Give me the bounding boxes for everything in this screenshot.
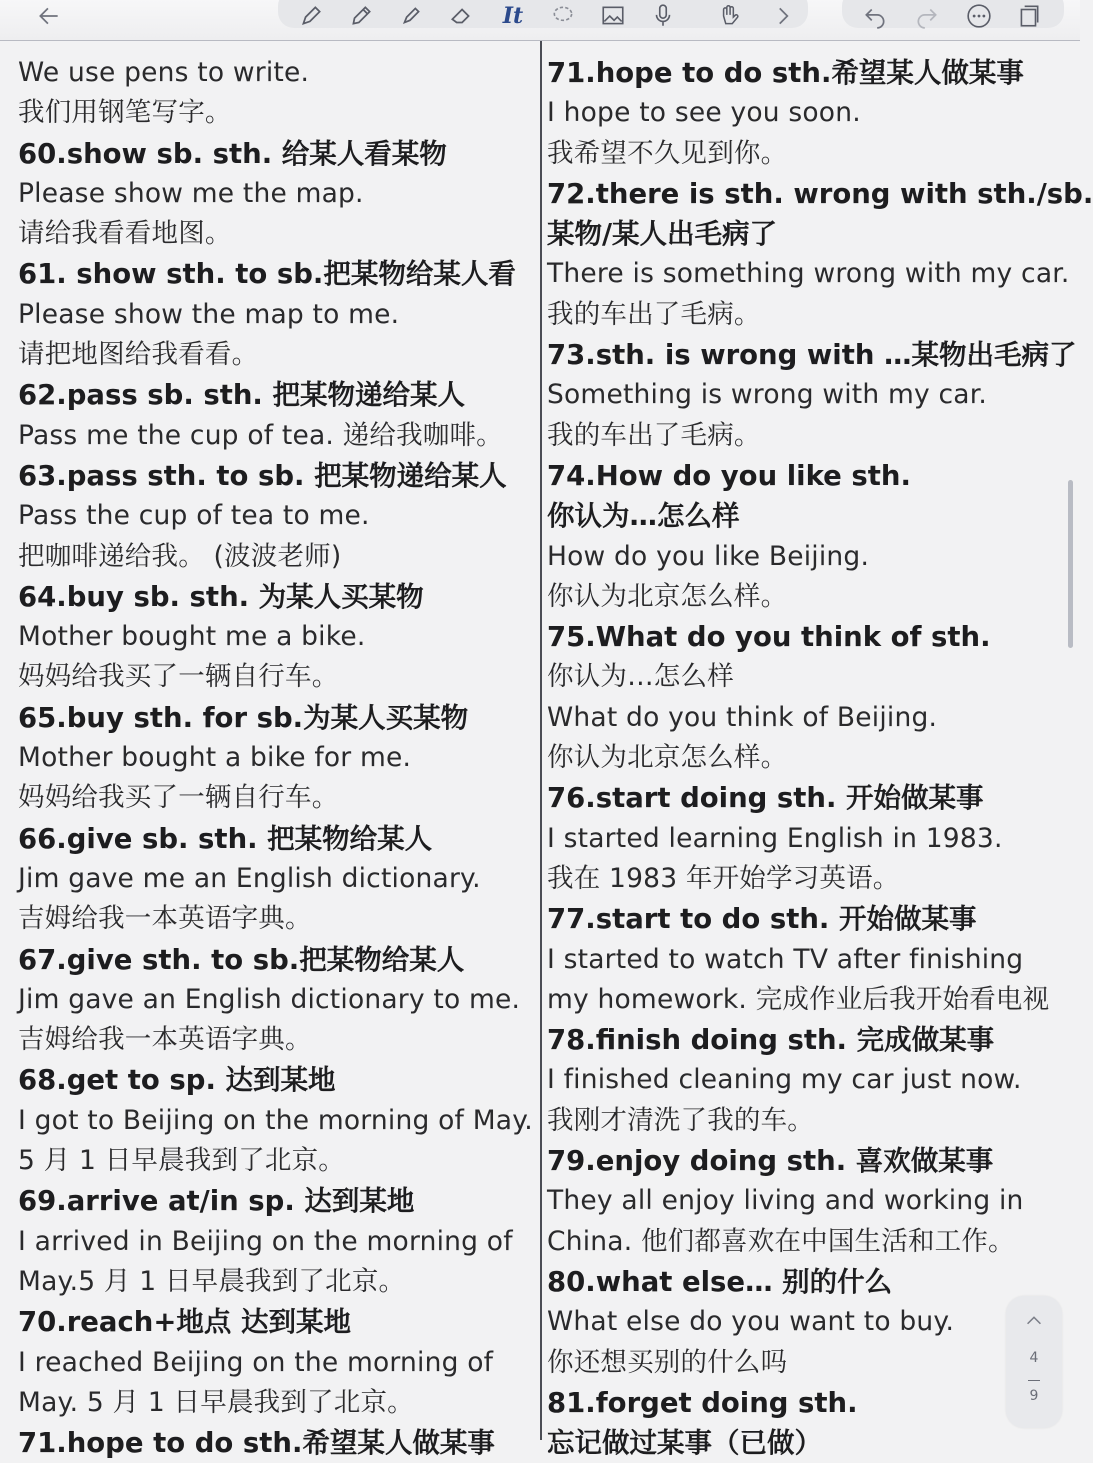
scrollbar[interactable] <box>1068 480 1073 648</box>
phrase-heading: 61. show sth. to sb.把某物给某人看 <box>18 258 516 291</box>
image-icon[interactable] <box>596 0 630 32</box>
page-navigator <box>1006 1296 1062 1428</box>
eraser-icon[interactable] <box>444 0 478 32</box>
phrase-heading: 78.finish doing sth. 完成做某事 <box>547 1024 995 1057</box>
example-line: 吉姆给我一本英语字典。 <box>18 903 312 935</box>
phrase-heading: 69.arrive at/in sp. 达到某地 <box>18 1185 415 1218</box>
example-line: I started learning English in 1983. <box>547 822 1003 854</box>
example-line: I hope to see you soon. <box>547 97 861 129</box>
phrase-heading: 77.start to do sth. 开始做某事 <box>547 903 977 936</box>
hand-icon[interactable] <box>712 0 746 32</box>
phrase-heading: 73.sth. is wrong with …某物出毛病了 <box>547 339 1077 372</box>
note-page[interactable] <box>0 41 1093 1460</box>
pages-icon[interactable] <box>1012 0 1046 32</box>
example-line: 吉姆给我一本英语字典。 <box>18 1024 312 1056</box>
example-line: 你认为…怎么样 <box>547 661 734 693</box>
phrase-heading: 71.hope to do sth.希望某人做某事 <box>18 1427 495 1460</box>
example-line: May.5 月 1 日早晨我到了北京。 <box>18 1265 406 1297</box>
undo-icon[interactable] <box>858 0 892 32</box>
page-separator <box>1028 1380 1040 1381</box>
phrase-heading: 81.forget doing sth. <box>547 1386 858 1419</box>
highlighter-icon[interactable] <box>394 0 428 32</box>
example-line: How do you like Beijing. <box>547 540 870 572</box>
example-line: 你认为北京怎么样。 <box>547 742 788 774</box>
example-line: What else do you want to buy. <box>547 1306 955 1338</box>
phrase-heading: 71.hope to do sth.希望某人做某事 <box>547 57 1024 89</box>
example-line: They all enjoy living and working in <box>547 1185 1024 1217</box>
example-line: Pass the cup of tea to me. <box>18 500 370 532</box>
phrase-heading: 76.start doing sth. 开始做某事 <box>547 782 984 815</box>
example-line: Jim gave me an English dictionary. <box>18 862 481 894</box>
example-line: Jim gave an English dictionary to me. <box>18 983 521 1015</box>
example-line: 请给我看看地图。 <box>18 218 232 250</box>
total-page-count: 9 <box>1029 1388 1039 1404</box>
example-line: What do you think of Beijing. <box>547 701 938 733</box>
phrase-heading: 66.give sb. sth. 把某物给某人 <box>18 822 433 855</box>
phrase-heading: 某物/某人出毛病了 <box>547 218 778 251</box>
phrase-heading: 80.what else… 别的什么 <box>547 1265 893 1298</box>
pen-icon[interactable] <box>294 0 328 32</box>
phrase-heading: 75.What do you think of sth. <box>547 621 991 654</box>
right-column <box>547 53 1093 1463</box>
example-line: Mother bought a bike for me. <box>18 742 412 774</box>
example-line: I arrived in Beijing on the morning of <box>18 1225 513 1257</box>
example-line: 你还想买别的什么吗 <box>547 1346 788 1378</box>
example-line: I got to Beijing on the morning of May. <box>18 1104 533 1136</box>
example-line: 妈妈给我买了一辆自行车。 <box>18 782 339 814</box>
example-line: 我刚才清洗了我的车。 <box>547 1104 814 1136</box>
phrase-heading: 79.enjoy doing sth. 喜欢做某事 <box>547 1145 994 1178</box>
text-tool-icon[interactable]: It <box>502 3 524 29</box>
example-line: There is something wrong with my car. <box>547 258 1070 290</box>
example-line: China. 他们都喜欢在中国生活和工作。 <box>547 1225 1015 1257</box>
column-divider <box>540 41 542 1440</box>
redo-icon[interactable] <box>910 0 944 32</box>
phrase-heading: 70.reach+地点 达到某地 <box>18 1306 351 1339</box>
example-line: 我希望不久见到你。 <box>547 137 788 169</box>
example-line: 5 月 1 日早晨我到了北京。 <box>18 1145 345 1177</box>
phrase-heading: 65.buy sth. for sb.为某人买某物 <box>18 701 469 734</box>
more-icon[interactable] <box>962 0 996 32</box>
example-line: Pass me the cup of tea. 递给我咖啡。 <box>18 419 503 451</box>
lasso-icon[interactable] <box>546 0 580 32</box>
phrase-heading: 64.buy sb. sth. 为某人买某物 <box>18 580 424 613</box>
example-line: I finished cleaning my car just now. <box>547 1064 1022 1096</box>
phrase-heading: 忘记做过某事（已做） <box>547 1427 822 1460</box>
phrase-heading: 67.give sth. to sb.把某物给某人 <box>18 943 465 976</box>
current-page-number: 4 <box>1029 1350 1039 1366</box>
example-line: I started to watch TV after finishing <box>547 943 1024 975</box>
page-up-button[interactable] <box>1006 1310 1062 1336</box>
example-line: 我的车出了毛病。 <box>547 419 761 451</box>
phrase-heading: 72.there is sth. wrong with sth./sb. <box>547 177 1093 210</box>
phrase-heading: 74.How do you like sth. <box>547 459 911 492</box>
example-line: I reached Beijing on the morning of <box>18 1346 494 1378</box>
example-line: May. 5 月 1 日早晨我到了北京。 <box>18 1386 414 1418</box>
example-line: Mother bought me a bike. <box>18 621 366 653</box>
phrase-heading: 68.get to sp. 达到某地 <box>18 1064 336 1097</box>
toolbar <box>0 0 1080 41</box>
example-line: 把咖啡递给我。 (波波老师) <box>18 540 342 572</box>
phrase-heading: 63.pass sth. to sb. 把某物递给某人 <box>18 459 507 492</box>
example-line: Something is wrong with my car. <box>547 379 988 411</box>
microphone-icon[interactable] <box>646 0 680 32</box>
example-line: 我在 1983 年开始学习英语。 <box>547 862 900 894</box>
phrase-heading: 60.show sb. sth. 给某人看某物 <box>18 137 447 170</box>
example-line: 请把地图给我看看。 <box>18 339 259 371</box>
phrase-heading: 62.pass sb. sth. 把某物递给某人 <box>18 379 465 412</box>
example-line: Please show me the map. <box>18 177 364 209</box>
example-line: 妈妈给我买了一辆自行车。 <box>18 661 339 693</box>
example-line: We use pens to write. <box>18 57 310 88</box>
back-arrow-icon[interactable] <box>32 0 66 32</box>
chevron-right-icon[interactable] <box>766 0 800 32</box>
pencil-icon[interactable] <box>344 0 378 32</box>
phrase-heading: 你认为…怎么样 <box>547 500 740 533</box>
example-line: Please show the map to me. <box>18 298 400 330</box>
example-line: my homework. 完成作业后我开始看电视 <box>547 983 1050 1015</box>
example-line: 我们用钢笔写字。 <box>18 97 232 129</box>
left-column <box>18 53 534 1463</box>
example-line: 我的车出了毛病。 <box>547 298 761 330</box>
example-line: 你认为北京怎么样。 <box>547 580 788 612</box>
